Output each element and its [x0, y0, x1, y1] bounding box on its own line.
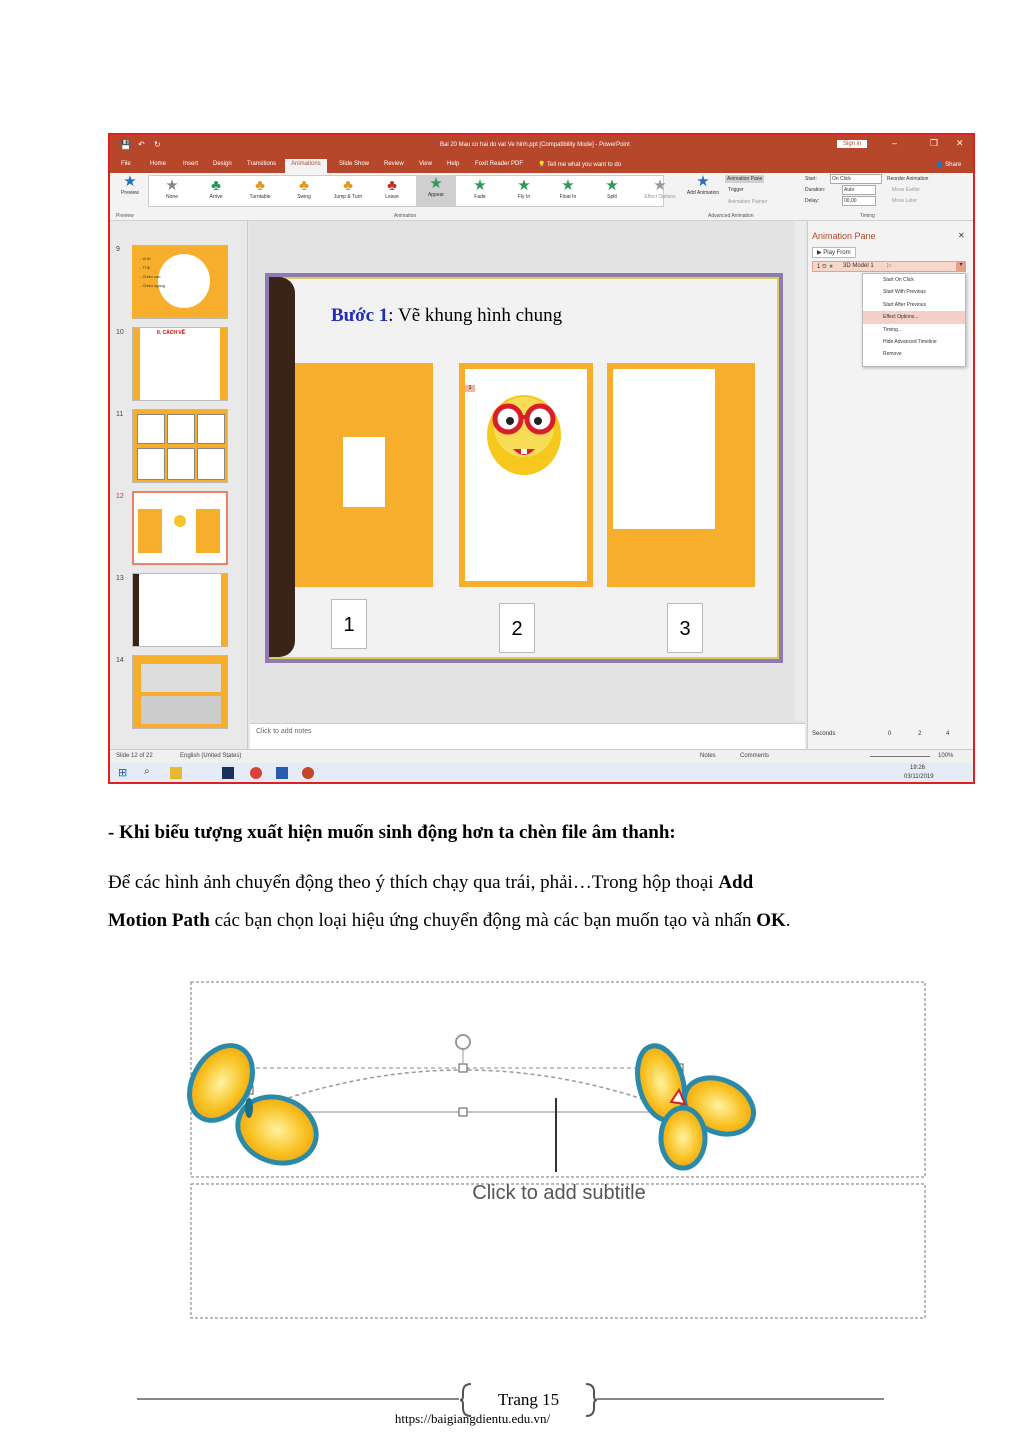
thumb-slide-13[interactable]: [132, 573, 228, 647]
delay-label: Delay:: [805, 198, 820, 204]
notes-area[interactable]: Click to add notes: [250, 723, 805, 751]
timeline-tick: 2: [918, 731, 922, 737]
duration-input[interactable]: Auto: [842, 185, 876, 195]
anim-none[interactable]: [152, 177, 192, 200]
tab-help[interactable]: Help: [447, 161, 460, 167]
anim-leave[interactable]: [372, 177, 412, 200]
green-bar-icon: ▷: [887, 263, 892, 269]
add-animation-button[interactable]: [683, 173, 723, 196]
anim-appear[interactable]: [416, 175, 456, 206]
subtitle-placeholder[interactable]: Click to add subtitle: [472, 1182, 646, 1204]
slide-title-rest: : Vẽ khung hình chung: [388, 305, 563, 326]
preview-star-icon: ★: [123, 173, 137, 190]
timeline-tick: 0: [888, 731, 892, 737]
turntable-icon: ♣: [255, 177, 265, 194]
animation-pane-toggle[interactable]: Animation Pane: [727, 176, 763, 182]
save-icon[interactable]: 💾: [120, 140, 132, 150]
sign-in-button[interactable]: Sign in: [837, 140, 867, 148]
start-label: Start:: [805, 176, 817, 182]
timeline-tick: 4: [946, 731, 950, 737]
item-dropdown-icon[interactable]: ▾: [956, 261, 966, 271]
animation-painter-button[interactable]: Animation Painter: [728, 199, 768, 205]
menu-start-after-previous[interactable]: Start After Previous: [883, 301, 927, 308]
thumb-text: - Chiều ngang: [140, 283, 166, 288]
effect-star-icon: ★: [653, 177, 667, 194]
taskbar: [110, 763, 973, 784]
powerpoint-icon[interactable]: [302, 767, 314, 779]
tab-animations[interactable]: Animations: [285, 159, 327, 173]
add-animation-label: Add Animation: [686, 190, 720, 196]
jump-turn-icon: ♣: [343, 177, 353, 194]
menu-hide-advanced-timeline[interactable]: Hide Advanced Timeline: [883, 338, 937, 345]
share-button[interactable]: 👤 Share: [936, 162, 962, 168]
para-text: các bạn chọn loại hiệu ứng chuyển động mà các bạn muốn tạo và nhấn: [209, 910, 757, 931]
menu-start-with-previous[interactable]: Start With Previous: [883, 289, 926, 296]
move-later-button[interactable]: Move Later: [892, 198, 918, 204]
footer-url[interactable]: https://baigiangdientu.edu.vn/: [394, 1411, 551, 1426]
white-rect-3: [613, 369, 715, 529]
animation-pane-title: Animation Pane: [812, 231, 876, 241]
move-earlier-button[interactable]: Move Earlier: [892, 187, 921, 193]
window-title: Bai 20 Mau co hai do vat Ve hinh.ppt [Compatibility Mode] - PowerPoint: [440, 142, 630, 148]
slide-number: 14: [116, 657, 124, 664]
trigger-button[interactable]: Trigger: [728, 187, 744, 193]
anim-arrive[interactable]: [196, 177, 236, 200]
anim-jump-turn[interactable]: [328, 177, 368, 200]
number-box-1: 1: [331, 599, 367, 649]
footer-rule-left: [137, 1398, 459, 1400]
tab-design[interactable]: Design: [213, 161, 232, 167]
anim-label: Jump & Turn: [333, 194, 363, 200]
tab-home[interactable]: Home: [150, 161, 167, 167]
tab-file[interactable]: File: [121, 161, 131, 167]
group-timing: Timing: [860, 213, 875, 219]
anim-fly-in[interactable]: [504, 177, 544, 200]
word-icon[interactable]: [276, 767, 288, 779]
para-bold: Motion Path: [108, 910, 210, 931]
pane-close-icon[interactable]: ✕: [958, 231, 965, 240]
tab-review[interactable]: Review: [384, 161, 404, 167]
add-animation-icon: ★: [696, 173, 710, 190]
tab-insert[interactable]: Insert: [183, 161, 199, 167]
group-advanced: Advanced Animation: [708, 213, 754, 219]
tell-me-search[interactable]: 💡 Tell me what you want to do: [538, 162, 622, 168]
redo-icon[interactable]: ↻: [154, 140, 161, 149]
swing-icon: ♣: [299, 177, 309, 194]
tab-foxit[interactable]: Foxit Reader PDF: [475, 161, 524, 167]
close-icon[interactable]: ✕: [956, 138, 964, 148]
slide-editor: [250, 221, 805, 731]
split-star-icon: ★: [605, 177, 619, 194]
chrome-icon[interactable]: [250, 767, 262, 779]
clock-date: 03/11/2019: [904, 774, 934, 780]
thumb-slide-12[interactable]: [132, 491, 228, 565]
play-from-button[interactable]: ▶ Play From: [812, 247, 856, 258]
thumb-slide-10[interactable]: [132, 327, 228, 401]
duration-label: Duration:: [805, 187, 826, 193]
delay-input[interactable]: 00,00: [842, 196, 876, 206]
tab-slide-show[interactable]: Slide Show: [339, 161, 370, 167]
number-box-3: 3: [667, 603, 703, 653]
number-box-2: 2: [499, 603, 535, 653]
star-icon: ★: [165, 177, 179, 194]
item-index: 1 ⏲ ★: [817, 264, 834, 270]
status-bar: [110, 749, 973, 763]
slide-number: 11: [116, 411, 124, 418]
thumb-text: II. CÁCH VẼ: [157, 330, 186, 336]
menu-remove[interactable]: Remove: [883, 351, 902, 358]
anim-label: Leave: [385, 194, 399, 200]
fade-star-icon: ★: [473, 177, 487, 194]
fly-in-star-icon: ★: [517, 177, 531, 194]
minimize-icon[interactable]: –: [892, 138, 898, 148]
para-bold: OK: [756, 910, 786, 931]
anim-label: Float In: [559, 194, 577, 200]
anim-label: Swing: [297, 194, 311, 200]
comments-button[interactable]: Comments: [740, 753, 770, 759]
anim-label: Fly In: [517, 194, 531, 200]
tell-me-label: Tell me what you want to do: [547, 162, 622, 168]
anim-float-in[interactable]: [548, 177, 588, 200]
clock-time: 19:26: [910, 765, 926, 771]
share-label: Share: [945, 162, 962, 168]
restore-icon[interactable]: ❐: [930, 138, 939, 148]
search-icon[interactable]: ⌕: [144, 766, 150, 777]
thumb-text: - Chiều cao: [140, 274, 161, 279]
preview-button[interactable]: [110, 173, 150, 196]
arrive-icon: ♣: [211, 177, 221, 194]
para-text: .: [785, 910, 791, 931]
emoji-glasses-icon: [483, 387, 565, 479]
anim-swing[interactable]: [284, 177, 324, 200]
footer-rule-right: [597, 1398, 884, 1400]
effect-options-button[interactable]: [640, 177, 680, 200]
reorder-label: Reorder Animation: [887, 176, 929, 182]
start-select[interactable]: On Click: [830, 174, 882, 184]
windows-start-icon[interactable]: ⊞: [118, 767, 128, 779]
group-preview: Preview: [116, 213, 134, 219]
slide-number: 13: [116, 575, 124, 582]
para-bold: Add: [718, 872, 754, 893]
play-from-label: Play From: [823, 250, 851, 256]
page-number: Trang 15: [497, 1390, 560, 1409]
thumb-slide-11[interactable]: [132, 409, 228, 483]
tab-view[interactable]: View: [419, 161, 432, 167]
slide-title: [331, 305, 562, 327]
powerpoint-screenshot: [108, 133, 975, 784]
undo-icon[interactable]: ↶: [138, 140, 145, 149]
zoom-level[interactable]: 100%: [938, 753, 954, 759]
scroll-decoration: [269, 277, 295, 657]
anim-fade[interactable]: [460, 177, 500, 200]
leave-icon: ♣: [387, 177, 397, 194]
slide-number: 9: [116, 246, 120, 253]
motion-path-figure: [181, 968, 937, 1326]
thumb-slide-14[interactable]: [132, 655, 228, 729]
anim-label: Arrive: [209, 194, 223, 200]
status-language[interactable]: English (United States): [180, 753, 242, 759]
para-text: Để các hình ảnh chuyển động theo ý thích chạy qua trái, phải…Trong hộp thoại: [108, 872, 719, 893]
status-slide-count: Slide 12 of 22: [116, 753, 153, 759]
ribbon-tabs: [110, 157, 973, 173]
motion-path-illustration: [181, 968, 937, 1326]
photoshop-icon[interactable]: [222, 767, 234, 779]
menu-start-on-click[interactable]: Start On Click: [883, 277, 914, 283]
vertical-scrollbar[interactable]: [795, 221, 805, 721]
anim-label: None: [166, 194, 178, 200]
white-rect-1: [343, 437, 385, 507]
slide-number: 12: [116, 493, 124, 500]
title-bar: [110, 135, 973, 157]
seconds-label[interactable]: Seconds: [812, 731, 836, 737]
zoom-slider[interactable]: [870, 756, 930, 757]
slide-title-bold: Bước 1: [331, 305, 389, 326]
anim-label: Turntable: [249, 194, 271, 200]
anim-turntable[interactable]: [240, 177, 280, 200]
slide-number: 10: [116, 329, 124, 336]
anim-label: Split: [607, 194, 617, 200]
current-slide[interactable]: [265, 273, 783, 663]
paragraph-line-1: [108, 864, 753, 902]
group-animation: Animation: [394, 213, 417, 219]
tab-transitions[interactable]: Transitions: [247, 161, 277, 167]
item-name: 3D Model 1: [843, 263, 874, 269]
appear-star-icon: ★: [429, 175, 443, 192]
ribbon: [110, 173, 973, 221]
anim-label: Appear: [427, 192, 445, 198]
menu-timing[interactable]: Timing...: [883, 326, 902, 333]
thumb-slide-9[interactable]: [132, 245, 228, 319]
file-explorer-icon[interactable]: [170, 767, 182, 779]
animation-tag: 1: [465, 385, 475, 392]
anim-label: Fade: [474, 194, 486, 200]
thumb-text: - Tỉ lệ: [140, 265, 150, 270]
context-menu: [862, 273, 966, 367]
effect-options-label: Effect Options: [644, 194, 676, 200]
thumb-text: - Vị trí: [140, 256, 151, 261]
section-heading: - Khi biểu tượng xuất hiện muốn sinh động hơn ta chèn file âm thanh:: [108, 822, 676, 843]
slide-thumbnails: [110, 221, 248, 751]
anim-split[interactable]: [592, 177, 632, 200]
float-in-star-icon: ★: [561, 177, 575, 194]
menu-effect-options[interactable]: Effect Options...: [863, 311, 965, 323]
paragraph-line-2: [108, 902, 791, 940]
notes-button[interactable]: Notes: [700, 753, 716, 759]
preview-label: Preview: [121, 190, 139, 196]
animation-item[interactable]: [812, 261, 966, 272]
